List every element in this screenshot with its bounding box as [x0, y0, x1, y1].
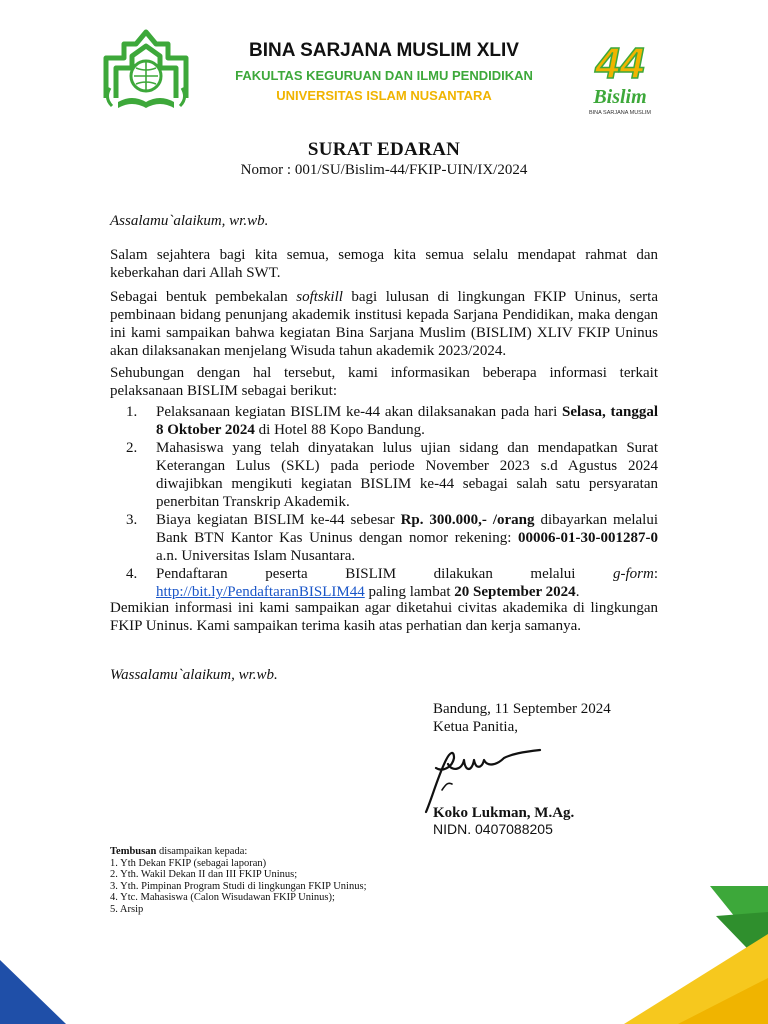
item-account: 00006-01-30-001287-0 [518, 530, 658, 546]
item-text: dibayarkan melalui Bank BTN Kantor Kas Uninus dengan nomor rekening: [156, 512, 659, 546]
signature-nidn: NIDN. 0407088205 [433, 821, 553, 837]
paragraph-1: Salam sejahtera bagi kita semua, semoga kita semua selalu mendapat rahmat dan keberkahan dari Allah SWT. [110, 247, 658, 281]
paragraph-3: Sehubungan dengan hal tersebut, kami informasikan beberapa informasi terkait pelaksanaan BISLIM sebagai berikut: [110, 365, 658, 399]
header-title: BINA SARJANA MUSLIM XLIV [249, 40, 519, 61]
list-number: 2. [126, 440, 138, 456]
item-date: Selasa, tanggal 8 Oktober 2024 [156, 404, 658, 438]
list-number: 3. [126, 512, 138, 528]
p2-text-a: Sebagai bentuk pembekalan [110, 289, 297, 305]
list-item [110, 439, 658, 511]
list-number: 4. [126, 566, 138, 582]
tembusan-label [110, 846, 366, 858]
info-list [110, 403, 658, 601]
logo-word: Bislim [593, 86, 647, 108]
item-text: paling lambat [364, 584, 455, 600]
corner-decoration-left [0, 944, 80, 1024]
list-item [110, 403, 658, 439]
item-text: a.n. Universitas Islam Nusantara. [156, 548, 356, 564]
item-text: : [653, 566, 658, 582]
list-item [110, 565, 658, 601]
tembusan-item: 3. Yth. Pimpinan Program Studi di lingkungan FKIP Uninus; [110, 880, 367, 892]
logo-number: 44 [595, 39, 645, 88]
letter-title: SURAT EDARAN [307, 139, 461, 160]
p2-text-c: bagi lulusan di lingkungan FKIP Uninus, serta pembinaan bidang penunjang akademik institusi kepada Sarjana Pendidikan, maka dengan ini kami sampaikan bahwa kegiatan Bina Sarjana Muslim (BISLIM) XLIV FKIP Uninus akan dilaksanakan menjelang Wisuda tahun akademik 2023/2024. [110, 289, 658, 359]
item-text: . [575, 584, 580, 600]
item-gform: g-form [612, 566, 654, 582]
greeting: Assalamu`alaikum, wr.wb. [110, 213, 269, 229]
item-text: Biaya kegiatan BISLIM ke-44 sebesar [156, 512, 401, 528]
tembusan-label-bold: Tembusan [110, 846, 157, 857]
header-university: UNIVERSITAS ISLAM NUSANTARA [276, 88, 492, 103]
tembusan-label-rest: disampaikan kepada: [156, 846, 248, 857]
item-text: Mahasiswa yang telah dinyatakan lulus ujian sidang dan mendapatkan Surat Keterangan Lulus (SKL) pada periode November 2023 s.d Agustus 2024 diwajibkan mengikuti kegiatan BISLIM ke-44 sebagai salah satu persyaratan penerbitan Transkrip Akademik. [156, 440, 658, 510]
tembusan [110, 846, 366, 915]
closing: Wassalamu`alaikum, wr.wb. [110, 667, 278, 683]
list-item [110, 511, 658, 565]
item-deadline: 20 September 2024 [454, 584, 576, 600]
signature-date: Bandung, 11 September 2024 [433, 701, 611, 717]
corner-decoration-right [608, 878, 768, 1024]
letter-number: Nomor : 001/SU/Bislim-44/FKIP-UIN/IX/2024 [240, 162, 528, 178]
tembusan-item: 1. Yth Dekan FKIP (sebagai laporan) [110, 857, 267, 869]
item-fee: Rp. 300.000,- /orang [400, 512, 535, 528]
header-faculty: FAKULTAS KEGURUAN DAN ILMU PENDIDIKAN [235, 68, 533, 83]
signature-name: Koko Lukman, M.Ag. [433, 805, 575, 821]
paragraph-4: Demikian informasi ini kami sampaikan agar diketahui civitas akademika di lingkungan FKIP Uninus. Kami sampaikan terima kasih atas perhatian dan kerja samanya. [110, 600, 658, 634]
item-text: di Hotel 88 Kopo Bandung. [254, 422, 425, 438]
item-text: Pelaksanaan kegiatan BISLIM ke-44 akan dilaksanakan pada hari [156, 404, 562, 420]
logo-caption: BINA SARJANA MUSLIM [588, 110, 652, 116]
tembusan-item: 2. Yth. Wakil Dekan II dan III FKIP Uninus; [110, 869, 298, 880]
paragraph-2 [110, 288, 658, 360]
list-number: 1. [126, 404, 138, 420]
registration-link[interactable]: http://bit.ly/PendaftaranBISLIM44 [156, 584, 365, 600]
p2-softskill: softskill [296, 289, 343, 305]
item-text: Pendaftaran peserta BISLIM dilakukan melalui [156, 566, 613, 582]
tembusan-item: 5. Arsip [110, 903, 144, 915]
signature-role: Ketua Panitia, [433, 719, 518, 735]
tembusan-item: 4. Ytc. Mahasiswa (Calon Wisudawan FKIP Uninus); [110, 892, 335, 903]
